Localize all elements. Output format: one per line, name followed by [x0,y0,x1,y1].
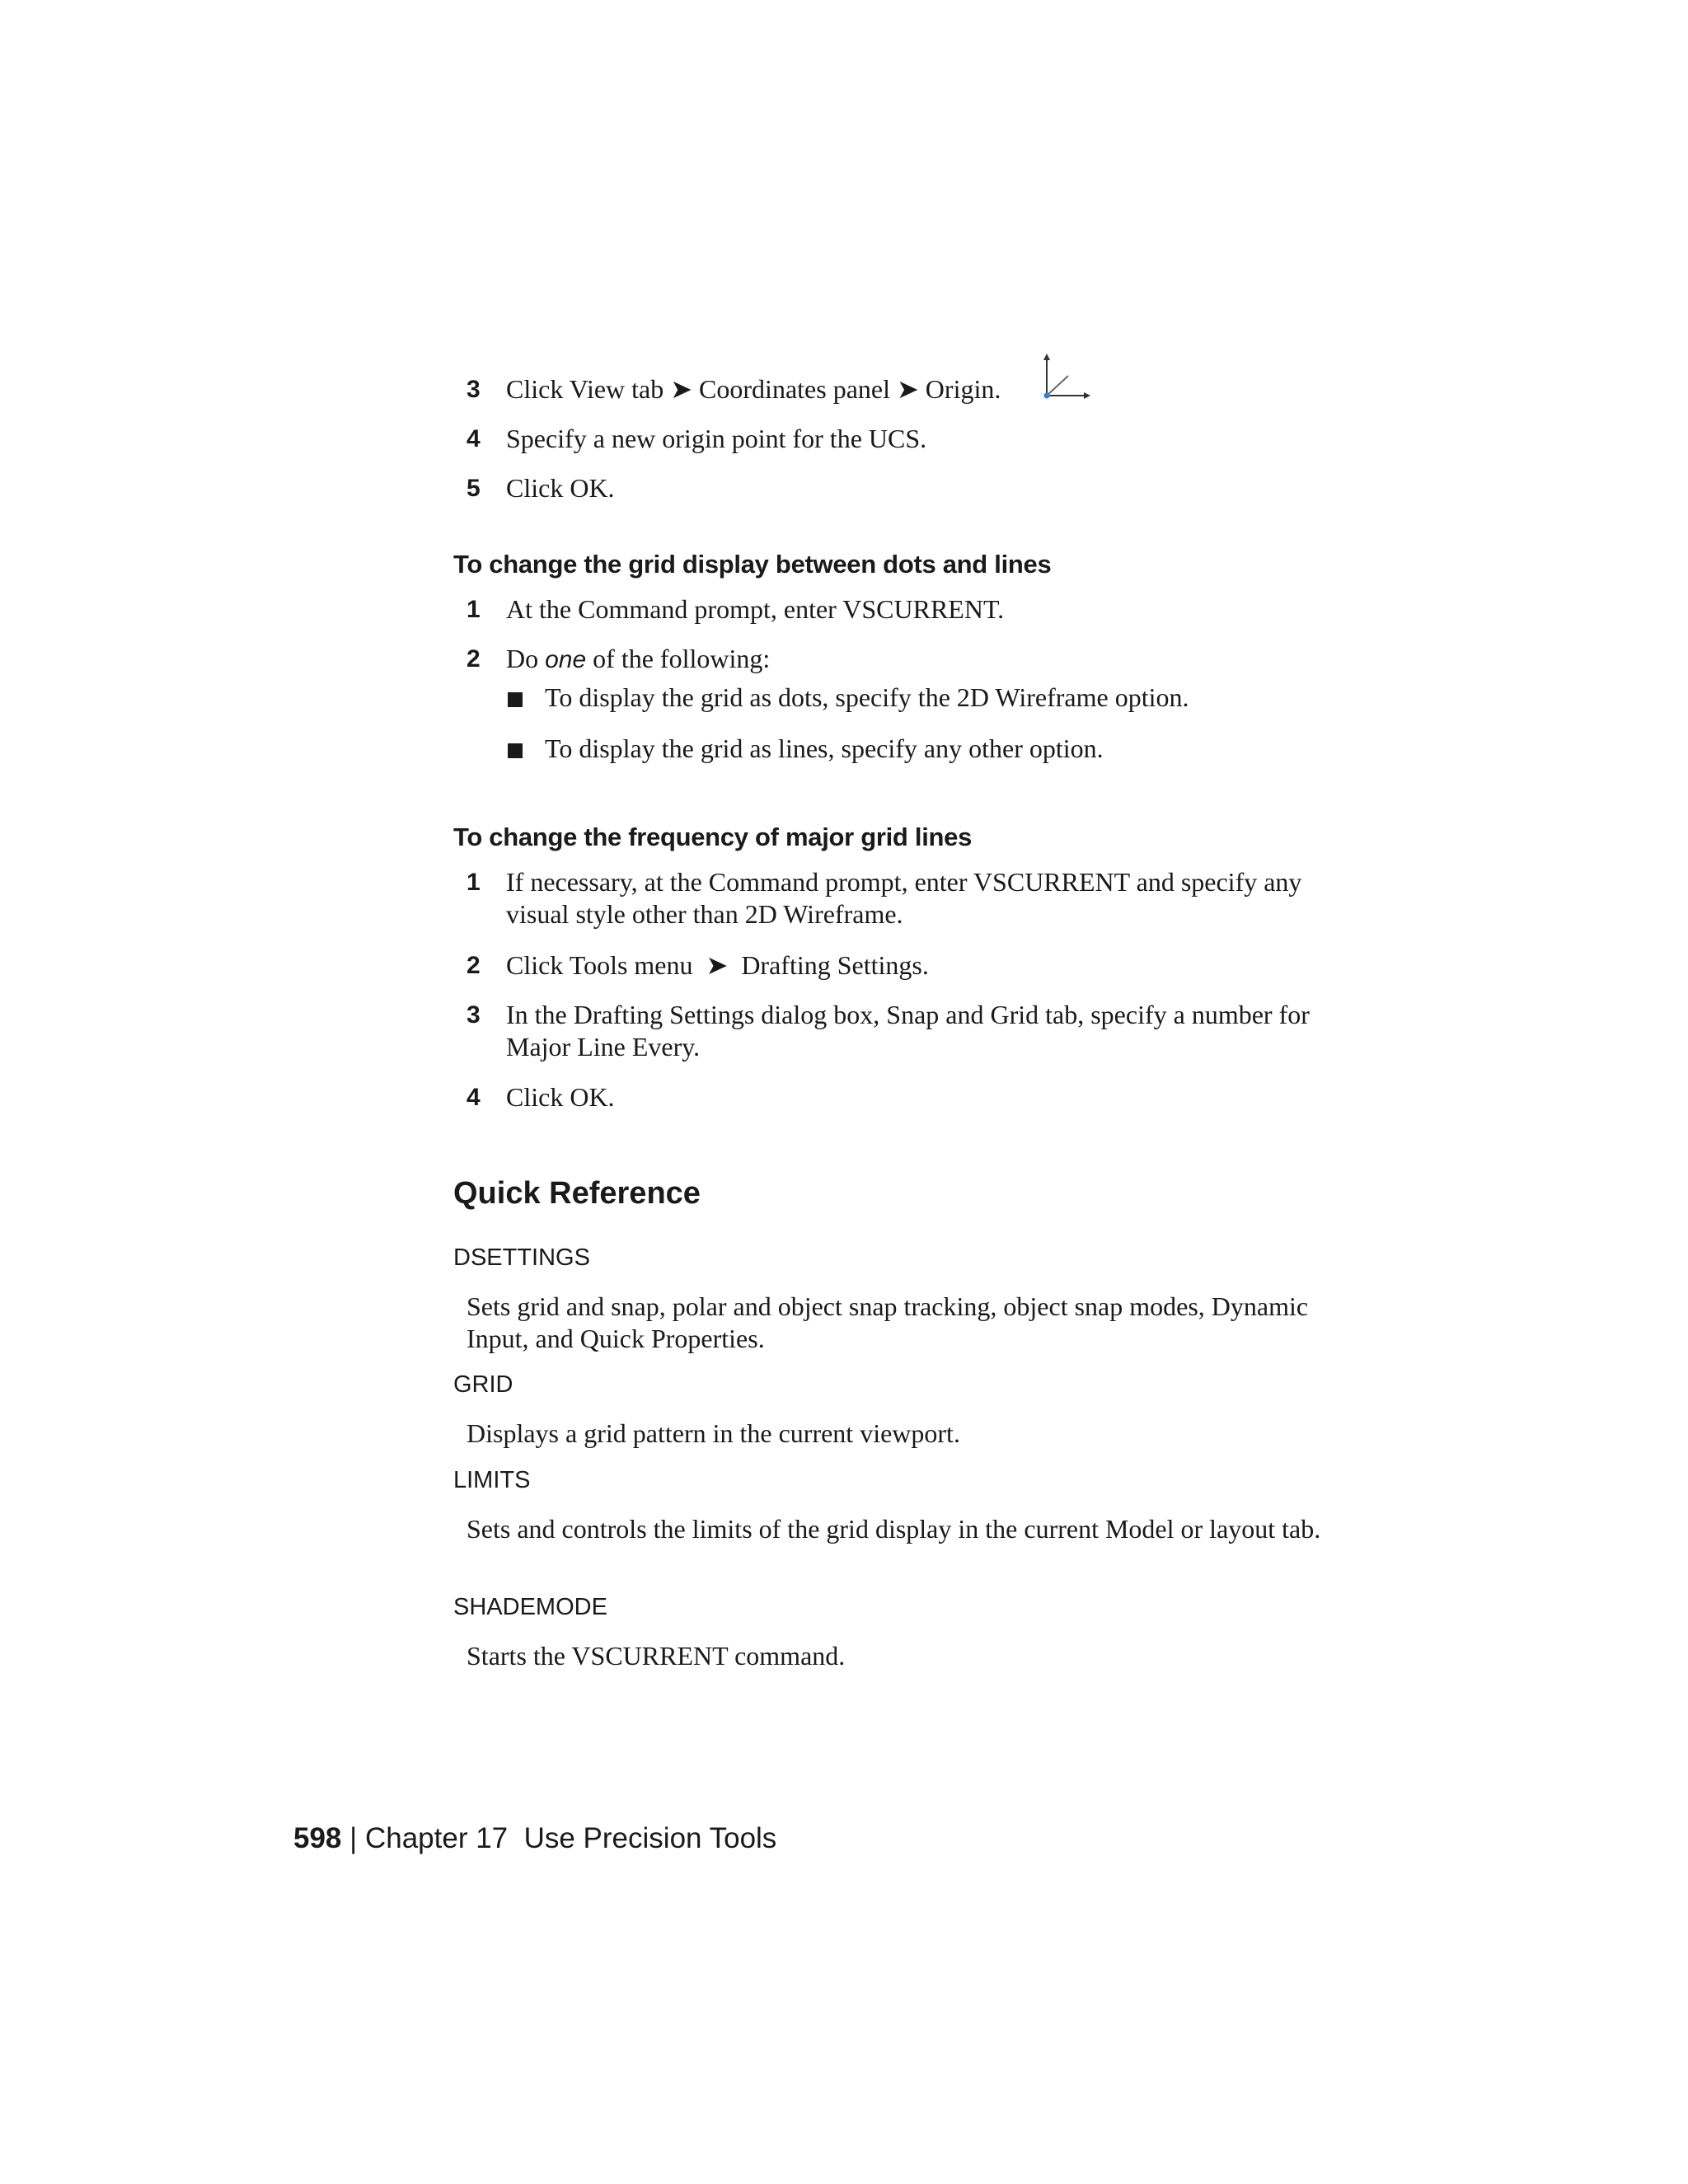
step-text: Click Tools menu ➤ Drafting Settings. [506,950,929,980]
procedure-heading-major-grid: To change the frequency of major grid lines [453,823,973,851]
step-number: 1 [467,869,481,896]
step-number: 5 [467,475,481,502]
chapter-title: Use Precision Tools [523,1822,777,1854]
bullet-square-icon [508,692,523,707]
step-number: 1 [467,596,481,623]
quick-reference-title: Quick Reference [453,1176,701,1211]
step-text: Click View tab ➤ Coordinates panel ➤ Origin. [506,374,1001,404]
bullet-text: To display the grid as dots, specify the 2D Wireframe option. [545,682,1189,712]
command-description: Sets and controls the limits of the grid display in the current Model or layout tab. [467,1514,1321,1544]
command-name: GRID [453,1371,513,1398]
command-description: Sets grid and snap, polar and object snap tracking, object snap modes, Dynamic Input, and Quick Properties. [467,1291,1309,1353]
step-number: 4 [467,425,481,452]
step-text-after: of the following: [586,644,771,673]
footer-separator: | [349,1822,358,1854]
command-name: LIMITS [453,1467,531,1493]
procedure-heading-grid-display: To change the grid display between dots and lines [453,550,1052,579]
bullet-text: To display the grid as lines, specify any other option. [545,733,1104,763]
page-number: 598 [293,1822,342,1854]
emphasis-one: one [545,646,587,673]
step-number: 2 [467,952,481,979]
command-name: DSETTINGS [453,1244,590,1271]
step-text: Specify a new origin point for the UCS. [506,424,927,453]
step-text: At the Command prompt, enter VSCURRENT. [506,594,1005,624]
step-text-before: Do [506,644,546,673]
command-description: Starts the VSCURRENT command. [467,1641,846,1671]
bullet-square-icon [508,743,523,758]
step-text: Click OK. [506,1082,615,1112]
command-description: Displays a grid pattern in the current viewport. [467,1418,960,1448]
step-number: 3 [467,1001,481,1029]
step-text: If necessary, at the Command prompt, enter VSCURRENT and specify any visual style other than 2D Wireframe. [506,867,1302,929]
step-text [506,643,1347,676]
page-footer [293,1821,776,1856]
ucs-origin-icon [1043,353,1091,401]
step-number: 3 [467,376,481,403]
step-text: In the Drafting Settings dialog box, Snap and Grid tab, specify a number for Major Line Every. [506,1000,1310,1062]
step-text: Click OK. [506,473,615,503]
chapter-label: Chapter 17 [364,1822,509,1854]
step-number: 4 [467,1084,481,1111]
command-name: SHADEMODE [453,1594,607,1620]
step-number: 2 [467,645,481,673]
